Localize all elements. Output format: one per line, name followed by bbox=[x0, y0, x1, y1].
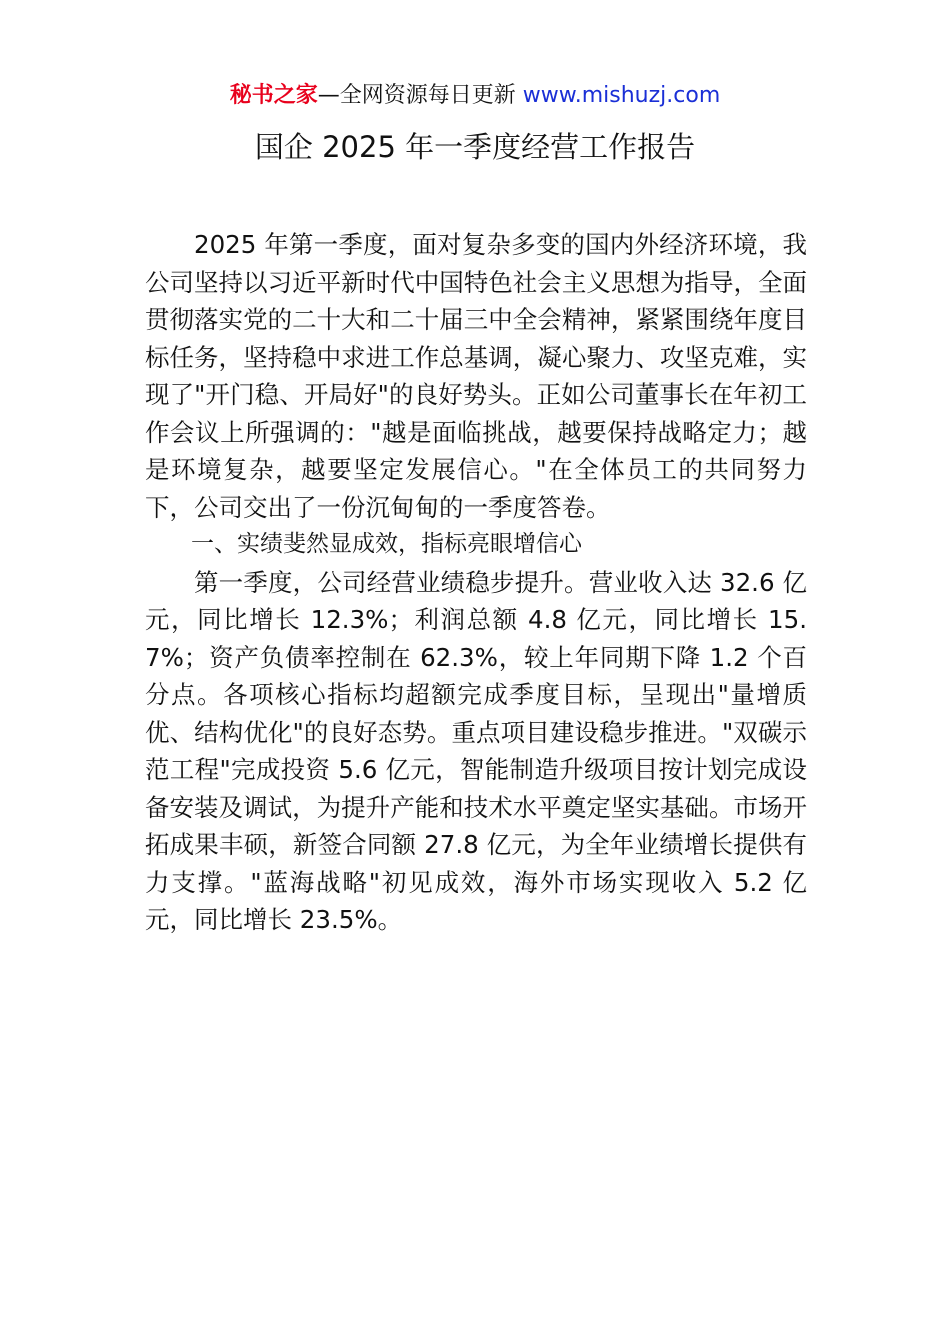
section-1-paragraph: 第一季度，公司经营业绩稳步提升。营业收入达 32.6 亿元，同比增长 12.3%；利润总额 4.8 亿元，同比增长 15.7%；资产负债率控制在 62.3%，较上年同期下降 1.2 个百分点。各项核心指标均超额完成季度目标，呈现出"量增质优、结构优化"的良好态势。重点项目建设稳步推进。"双碳示范工程"完成投资 5.6 亿元，智能制造升级项目按计划完成设备安装及调试，为提升产能和技术水平奠定坚实基础。市场开拓成果丰硕，新签合同额 27.8 亿元，为全年业绩增长提供有力支撑。"蓝海战略"初见成效，海外市场实现收入 5.2 亿元，同比增长 23.5%。 bbox=[145, 567, 807, 934]
site-url-link[interactable]: www.mishuzj.com bbox=[522, 83, 721, 108]
document-title: 国企 2025 年一季度经营工作报告 bbox=[254, 130, 696, 164]
site-header bbox=[0, 80, 950, 112]
header-tagline: —全网资源每日更新 bbox=[317, 83, 516, 108]
intro-paragraph: 2025 年第一季度，面对复杂多变的国内外经济环境，我公司坚持以习近平新时代中国特色社会主义思想为指导，全面贯彻落实党的二十大和二十届三中全会精神，紧紧围绕年度目标任务，坚持稳中求进工作总基调，凝心聚力、攻坚克难，实现了"开门稳、开局好"的良好势头。正如公司董事长在年初工作会议上所强调的："越是面临挑战，越要保持战略定力；越是环境复杂，越要坚定发展信心。"在全体员工的共同努力下，公司交出了一份沉甸甸的一季度答卷。 bbox=[145, 230, 807, 522]
brand-name: 秘书之家 bbox=[229, 83, 318, 108]
document-body bbox=[145, 226, 807, 939]
section-heading-1: 一、实绩斐然显成效，指标亮眼增信心 bbox=[191, 531, 582, 557]
